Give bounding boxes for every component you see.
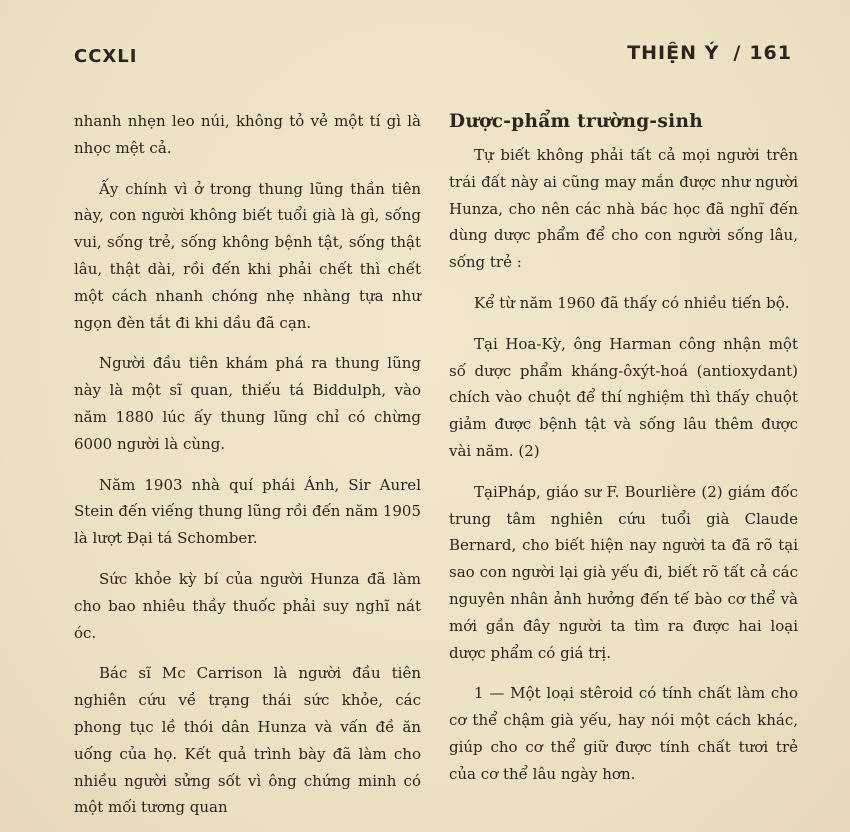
paragraph: TạiPháp, giáo sư F. Bourlière (2) giám đốc trung tâm nghiên cứu tuổi già Claude Bernard, cho biết hiện nay người ta đã rõ tại sao con người lại già yếu đi, biết rõ tất cả các nguyên nhân ảnh hưởng đến tế bào cơ thể và mới gần đây người ta tìm ra được hai loại dược phẩm có giá trị. [449,482,798,662]
header-right [627,42,792,64]
paragraph: Tại Hoa-Kỳ, ông Harman công nhận một số dược phẩm kháng-ôxýt-hoá (antioxydant) chích vào chuột để thí nghiệm thì thấy chuột giảm được bệnh tật và sống lâu thêm được vài năm. (2) [449,334,798,460]
paragraph: Ấy chính vì ở trong thung lũng thần tiên này, con người không biết tuổi già là gì, sống vui, sống trẻ, sống không bệnh tật, sống thật lâu, thật dài, rồi đến khi phải chết thì chết một cách nhanh chóng nhẹ nhàng tựa như ngọn đèn tắt đi khi dầu đã cạn. [74,179,421,332]
paragraph: Bác sĩ Mc Carrison là người đầu tiên nghiên cứu về trạng thái sức khỏe, các phong tục lề thói dân Hunza và vấn đề ăn uống của họ. Kết quả trình bày đã làm cho nhiều người sửng sốt vì ông chứng minh có một mối tương quan [74,664,421,817]
magazine-title: THIỆN Ý [627,42,720,64]
page-number: 161 [749,42,792,64]
paragraph: 1 — Một loại stêroid có tính chất làm cho cơ thể chậm già yếu, hay nói một cách khác, giúp cho cơ thể giữ được tính chất tươi trẻ của cơ thể lâu ngày hơn. [449,684,798,783]
page-header [74,42,792,72]
paragraph: Kể từ năm 1960 đã thấy có nhiều tiến bộ. [474,293,790,312]
section-title: Dược-phẩm trường-sinh [449,111,703,132]
paragraph: Người đầu tiên khám phá ra thung lũng này là một sĩ quan, thiếu tá Biddulph, vào năm 1880 lúc ấy thung lũng chỉ có chừng 6000 người là cùng. [74,354,421,453]
issue-number: CCXLI [74,46,138,67]
left-column [74,108,421,821]
paragraph: nhanh nhẹn leo núi, không tỏ vẻ một tí gì là nhọc mệt cả. [74,112,421,157]
header-separator: / [733,42,742,64]
paragraph: Năm 1903 nhà quí phái Ánh, Sir Aurel Stein đến viếng thung lũng rồi đến năm 1905 là lượt Đại tá Schomber. [74,475,422,548]
paragraph: Tự biết không phải tất cả mọi người trên trái đất này ai cũng may mắn được như người Hunza, cho nên các nhà bác học đã nghĩ đến dùng dược phẩm để cho con người sống lâu, sống trẻ : [449,146,798,272]
right-column [449,108,798,788]
paragraph: Sức khỏe kỳ bí của người Hunza đã làm cho bao nhiêu thầy thuốc phải suy nghĩ nát óc. [74,569,421,642]
